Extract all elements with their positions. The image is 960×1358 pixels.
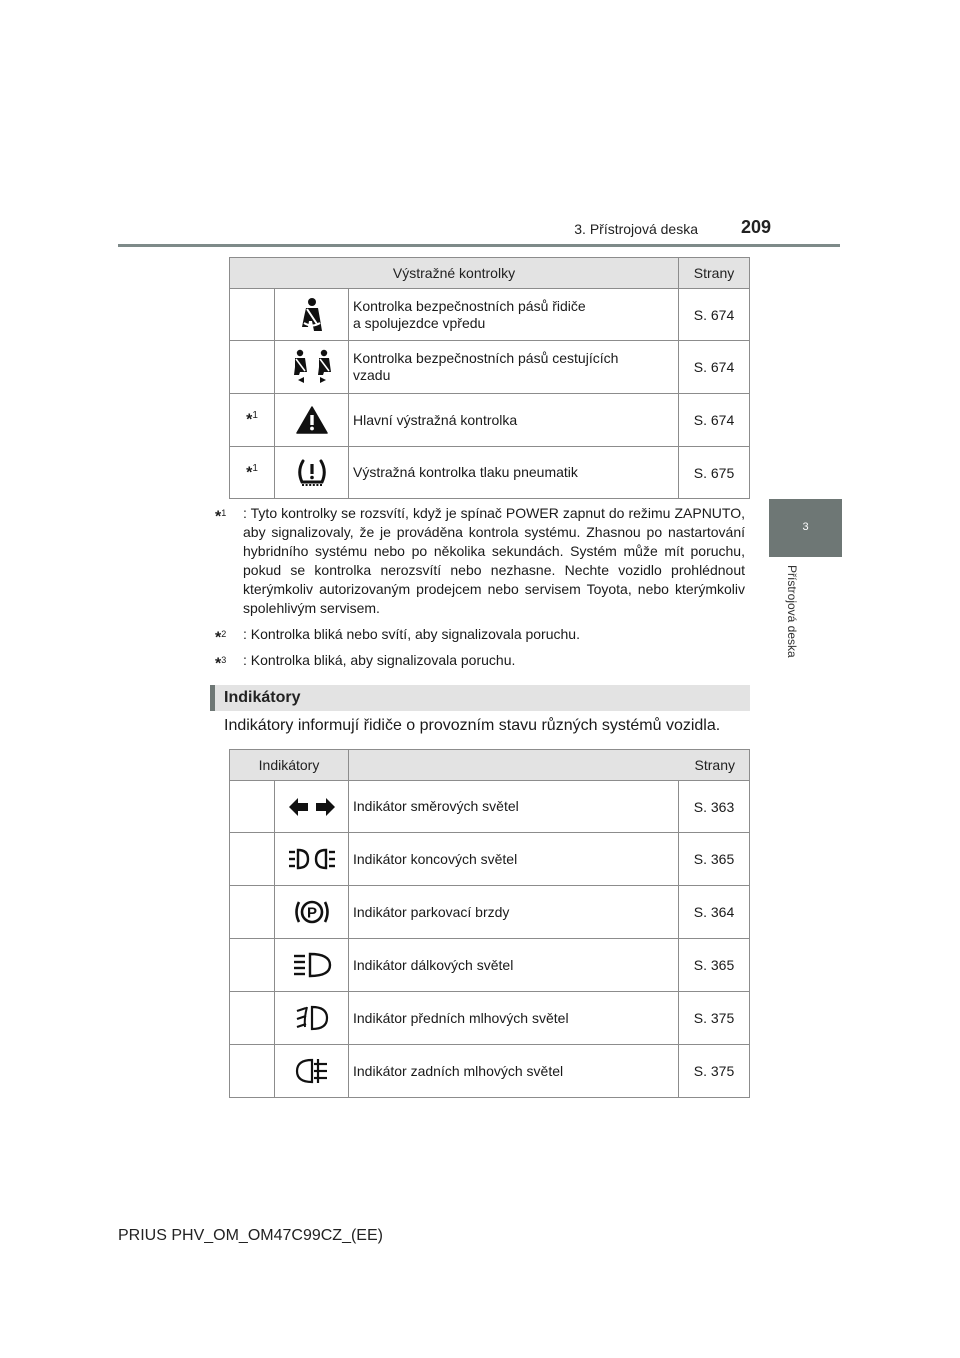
- indicator-table-header-name: Indikátory: [230, 750, 349, 781]
- page-number: 209: [741, 217, 772, 237]
- header-rule: [118, 244, 840, 247]
- row-page: S. 375: [679, 1045, 750, 1098]
- footnote-marker: *$^3$: [215, 655, 227, 673]
- table-row: [230, 341, 750, 394]
- warning-table-header-pages: Strany: [679, 258, 750, 289]
- row-description: Indikátor koncových světel: [349, 833, 679, 886]
- table-row: [230, 781, 750, 833]
- svg-text:P: P: [306, 904, 317, 922]
- footnote: [215, 625, 745, 647]
- turn-signal-icon: [275, 781, 349, 833]
- footnote-text: : Tyto kontrolky se rozsvítí, když je spínač POWER zapnut do režimu ZAPNUTO, aby signalizovaly, že je prováděna kontrola systému. Zhasnou po nastartování hybridního systému nebo po několika sekundách. Systém může mít poruchu, pokud se kontrolka nerozsvítí nebo nezhasne. Nechte vozidlo prohlédnout kterýmkoliv autorizovaným prodejcem nebo servisem Toyota, nebo kterýmkoliv spolehlivým servisem.: [243, 505, 745, 616]
- master-warning-icon: [275, 394, 349, 447]
- footnote-marker: *$^1$: [215, 508, 227, 526]
- section-intro: Indikátory informují řidiče o provozním stavu různých systémů vozidla.: [224, 717, 721, 734]
- row-description: Indikátor zadních mlhových světel: [349, 1045, 679, 1098]
- row-description: Hlavní výstražná kontrolka: [349, 394, 679, 447]
- row-page: S. 375: [679, 992, 750, 1045]
- table-row: [230, 394, 750, 447]
- warning-lights-table: [229, 257, 750, 499]
- chapter-title: 3. Přístrojová deska: [574, 221, 698, 237]
- chapter-tab[interactable]: [769, 499, 842, 557]
- chapter-tab-number: 3: [802, 521, 809, 533]
- row-page: S. 674: [679, 289, 750, 341]
- row-page: S. 364: [679, 886, 750, 939]
- row-page: S. 674: [679, 394, 750, 447]
- row-mark: [230, 289, 275, 341]
- row-page: S. 363: [679, 781, 750, 833]
- row-mark: [230, 341, 275, 394]
- table-row: [230, 992, 750, 1045]
- table-row: [230, 1045, 750, 1098]
- row-description: Indikátor předních mlhových světel: [349, 992, 679, 1045]
- row-description: Indikátor směrových světel: [349, 781, 679, 833]
- row-mark: *$^1$: [230, 447, 275, 499]
- indicators-table: [229, 749, 750, 1098]
- footnote-marker: *$^2$: [215, 629, 227, 647]
- section-heading: Indikátory: [210, 685, 750, 711]
- rear-seatbelt-icon: [275, 341, 349, 394]
- row-page: S. 675: [679, 447, 750, 499]
- table-row: [230, 886, 750, 939]
- table-row: [230, 833, 750, 886]
- row-description: Výstražná kontrolka tlaku pneumatik: [349, 447, 679, 499]
- row-description: Indikátor parkovací brzdy: [349, 886, 679, 939]
- row-description: Indikátor dálkových světel: [349, 939, 679, 992]
- table-row: [230, 447, 750, 499]
- footnote-text: : Kontrolka bliká nebo svítí, aby signalizovala poruchu.: [243, 626, 580, 642]
- tail-light-icon: [275, 833, 349, 886]
- driver-seatbelt-icon: [275, 289, 349, 341]
- tire-pressure-icon: [275, 447, 349, 499]
- rear-fog-icon: [275, 1045, 349, 1098]
- footnotes: [215, 504, 745, 677]
- row-page: S. 674: [679, 341, 750, 394]
- row-mark: *$^1$: [230, 394, 275, 447]
- parking-brake-icon: [275, 886, 349, 939]
- row-page: S. 365: [679, 939, 750, 992]
- chapter-side-label: Přístrojová deska: [785, 565, 799, 658]
- front-fog-icon: [275, 992, 349, 1045]
- footnote: [215, 504, 745, 618]
- high-beam-icon: [275, 939, 349, 992]
- row-description: Kontrolka bezpečnostních pásů cestujících vzadu: [349, 341, 679, 394]
- warning-table-header-name: Výstražné kontrolky: [230, 258, 679, 289]
- row-description: Kontrolka bezpečnostních pásů řidiče a spolujezdce vpředu: [349, 289, 679, 341]
- document-code: PRIUS PHV_OM_OM47C99CZ_(EE): [118, 1227, 383, 1244]
- table-row: [230, 939, 750, 992]
- indicator-table-header-pages: Strany: [349, 750, 750, 781]
- footnote: [215, 651, 745, 673]
- footnote-text: : Kontrolka bliká, aby signalizovala poruchu.: [243, 652, 516, 668]
- table-row: [230, 289, 750, 341]
- row-page: S. 365: [679, 833, 750, 886]
